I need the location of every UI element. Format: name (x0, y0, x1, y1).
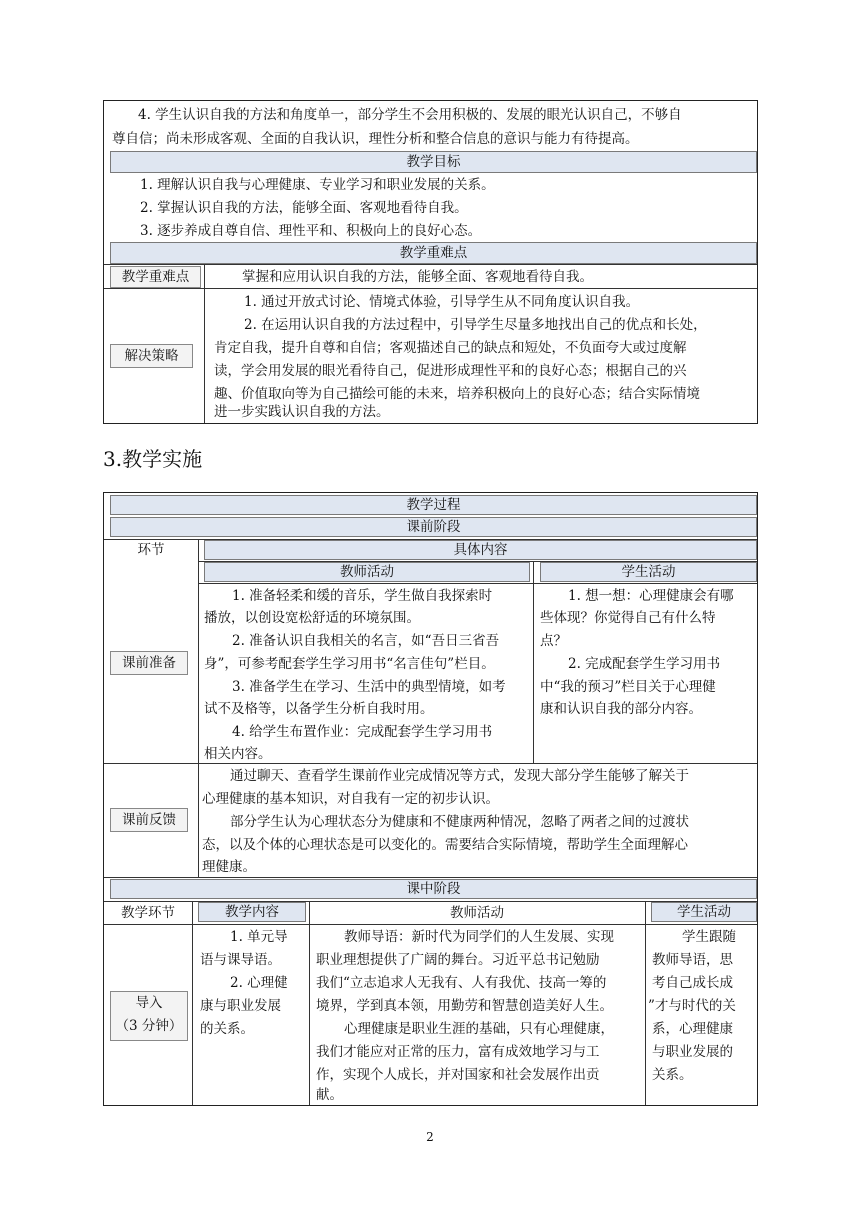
intro-step-label (110, 991, 188, 1041)
col-student2-header: 学生活动 (651, 902, 757, 922)
prep-student-line-1: 1. 想一想：心理健康会有哪 (568, 588, 734, 604)
strategy-line-5: 趣、价值取向等为自己描绘可能的未来，培养积极向上的良好心态；结合实际情境 (214, 386, 700, 402)
intro-content-line-2: 语与课导语。 (200, 952, 281, 968)
divider (104, 877, 757, 878)
intro-student-line-4: ”才与时代的关 (648, 998, 736, 1014)
section-title: 3.教学实施 (103, 447, 203, 471)
prep-student-line-4: 2. 完成配套学生学习用书 (568, 656, 721, 672)
pre-stage-header: 课前阶段 (110, 517, 757, 537)
intro-student-line-1: 学生跟随 (682, 929, 736, 945)
difficulty-header: 教学重难点 (110, 242, 757, 264)
intro-student-line-2: 教师导语，思 (652, 952, 733, 968)
strategy-label: 解决策略 (110, 344, 193, 368)
intro-content-line-1: 1. 单元导 (230, 929, 288, 945)
col-teacher-header: 教师活动 (204, 562, 530, 582)
feedback-line-3: 部分学生认为心理状态分为健康和不健康两种情况，忽略了两者之间的过渡状 (230, 814, 689, 830)
strategy-line-1: 1. 通过开放式讨论、情境式体验，引导学生从不同角度认识自我。 (244, 294, 640, 310)
intro-teacher-line-7: 作，实现个人成长，并对国家和社会发展作出贡 (316, 1067, 600, 1083)
prep-teacher-line-4: 身”，可参考配套学生学习用书“名言佳句”栏目。 (204, 656, 495, 672)
feedback-label: 课前反馈 (110, 808, 188, 832)
intro-student-line-6: 与职业发展的 (652, 1044, 733, 1060)
objective-2: 2. 掌握认识自我的方法，能够全面、客观地看待自我。 (140, 200, 468, 216)
intro-teacher-line-6: 我们才能应对正常的压力，富有成效地学习与工 (316, 1044, 600, 1060)
column-divider (198, 763, 199, 877)
process-table (103, 492, 758, 1106)
strategy-line-6: 进一步实践认识自我的方法。 (214, 404, 390, 420)
intro-content-line-4: 康与职业发展 (200, 998, 281, 1014)
prep-teacher-line-7: 4. 给学生布置作业：完成配套学生学习用书 (232, 724, 493, 740)
intro-step-duration: （3 分钟） (115, 1018, 183, 1034)
page-number: 2 (426, 1130, 434, 1144)
prep-teacher-line-6: 试不及格等，以备学生分析自我时用。 (204, 701, 434, 717)
intro-teacher-line-8: 献。 (316, 1087, 343, 1103)
prep-student-line-3: 点？ (540, 633, 567, 649)
strategy-line-4: 读，学会用发展的眼光看待自己，促进形成理性平和的良好心态；根据自己的兴 (214, 363, 687, 379)
col-teacher2-header: 教师活动 (450, 905, 504, 921)
feedback-line-2: 心理健康的基本知识，对自我有一定的初步认识。 (202, 791, 499, 807)
feedback-line-1: 通过聊天、查看学生课前作业完成情况等方式，发现大部分学生能够了解关于 (230, 768, 689, 784)
objectives-table (103, 100, 758, 424)
prep-teacher-line-2: 播放，以创设宽松舒适的环境氛围。 (204, 610, 420, 626)
column-divider (198, 539, 199, 763)
col-content-header: 具体内容 (204, 540, 757, 560)
difficulty-label: 教学重难点 (110, 266, 201, 288)
objective-3: 3. 逐步养成自尊自信、理性平和、积极向上的良好心态。 (140, 223, 482, 239)
prep-label: 课前准备 (110, 651, 188, 675)
prep-teacher-line-3: 2. 准备认识自我相关的名言，如“吾日三省吾 (232, 633, 500, 649)
divider (104, 288, 757, 289)
intro-teacher-line-5: 心理健康是职业生涯的基础，只有心理健康， (344, 1021, 614, 1037)
intro-content-line-3: 2. 心理健 (230, 975, 288, 991)
col-step-header: 教学环节 (121, 905, 175, 921)
prep-student-line-6: 康和认识自我的部分内容。 (540, 701, 702, 717)
prep-student-line-5: 中“我的预习”栏目关于心理健 (540, 679, 716, 695)
mid-stage-header: 课中阶段 (110, 879, 757, 899)
intro-line-1: 4. 学生认识自我的方法和角度单一，部分学生不会用积极的、发展的眼光认识自己，不够自 (138, 107, 682, 123)
intro-student-line-7: 关系。 (652, 1067, 693, 1083)
process-title: 教学过程 (110, 495, 757, 515)
intro-student-line-3: 考自己成长成 (652, 975, 733, 991)
intro-line-2: 尊自信；尚未形成客观、全面的自我认识，理性分析和整合信息的意识与能力有待提高。 (112, 131, 639, 147)
column-divider (192, 901, 193, 1105)
intro-student-line-5: 系，心理健康 (652, 1021, 733, 1037)
feedback-line-4: 态，以及个体的心理状态是可以变化的。需要结合实际情境，帮助学生全面理解心 (202, 837, 688, 853)
strategy-line-2: 2. 在运用认识自我的方法过程中，引导学生尽量多地找出自己的优点和长处， (244, 317, 707, 333)
col-student-header: 学生活动 (540, 562, 757, 582)
objective-1: 1. 理解认识自我与心理健康、专业学习和职业发展的关系。 (140, 177, 495, 193)
intro-teacher-line-4: 境界，学到真本领，用勤劳和智慧创造美好人生。 (316, 998, 613, 1014)
prep-teacher-line-1: 1. 准备轻柔和缓的音乐，学生做自我探索时 (232, 588, 493, 604)
intro-teacher-line-1: 教师导语：新时代为同学们的人生发展、实现 (344, 929, 614, 945)
prep-student-line-2: 些体现？你觉得自己有什么特 (540, 610, 716, 626)
prep-teacher-line-5: 3. 准备学生在学习、生活中的典型情境，如考 (232, 679, 506, 695)
intro-step-title: 导入 (135, 995, 163, 1011)
intro-teacher-line-3: 我们“立志追求人无我有、人有我优、技高一筹的 (316, 975, 607, 991)
intro-content-line-5: 的关系。 (200, 1021, 254, 1037)
feedback-line-5: 理健康。 (202, 859, 256, 875)
intro-teacher-line-2: 职业理想提供了广阔的舞台。习近平总书记勉励 (316, 952, 600, 968)
col-lesson-content-header: 教学内容 (198, 902, 306, 922)
column-divider (645, 901, 646, 1105)
col-link-header: 环节 (137, 542, 165, 558)
column-divider (533, 561, 534, 763)
prep-teacher-line-8: 相关内容。 (204, 746, 272, 762)
column-divider (309, 901, 310, 1105)
difficulty-text: 掌握和应用认识自我的方法，能够全面、客观地看待自我。 (242, 269, 593, 285)
strategy-line-3: 肯定自我，提升自尊和自信；客观描述自己的缺点和短处，不负面夸大或过度解 (214, 340, 687, 356)
objectives-header: 教学目标 (110, 151, 757, 173)
